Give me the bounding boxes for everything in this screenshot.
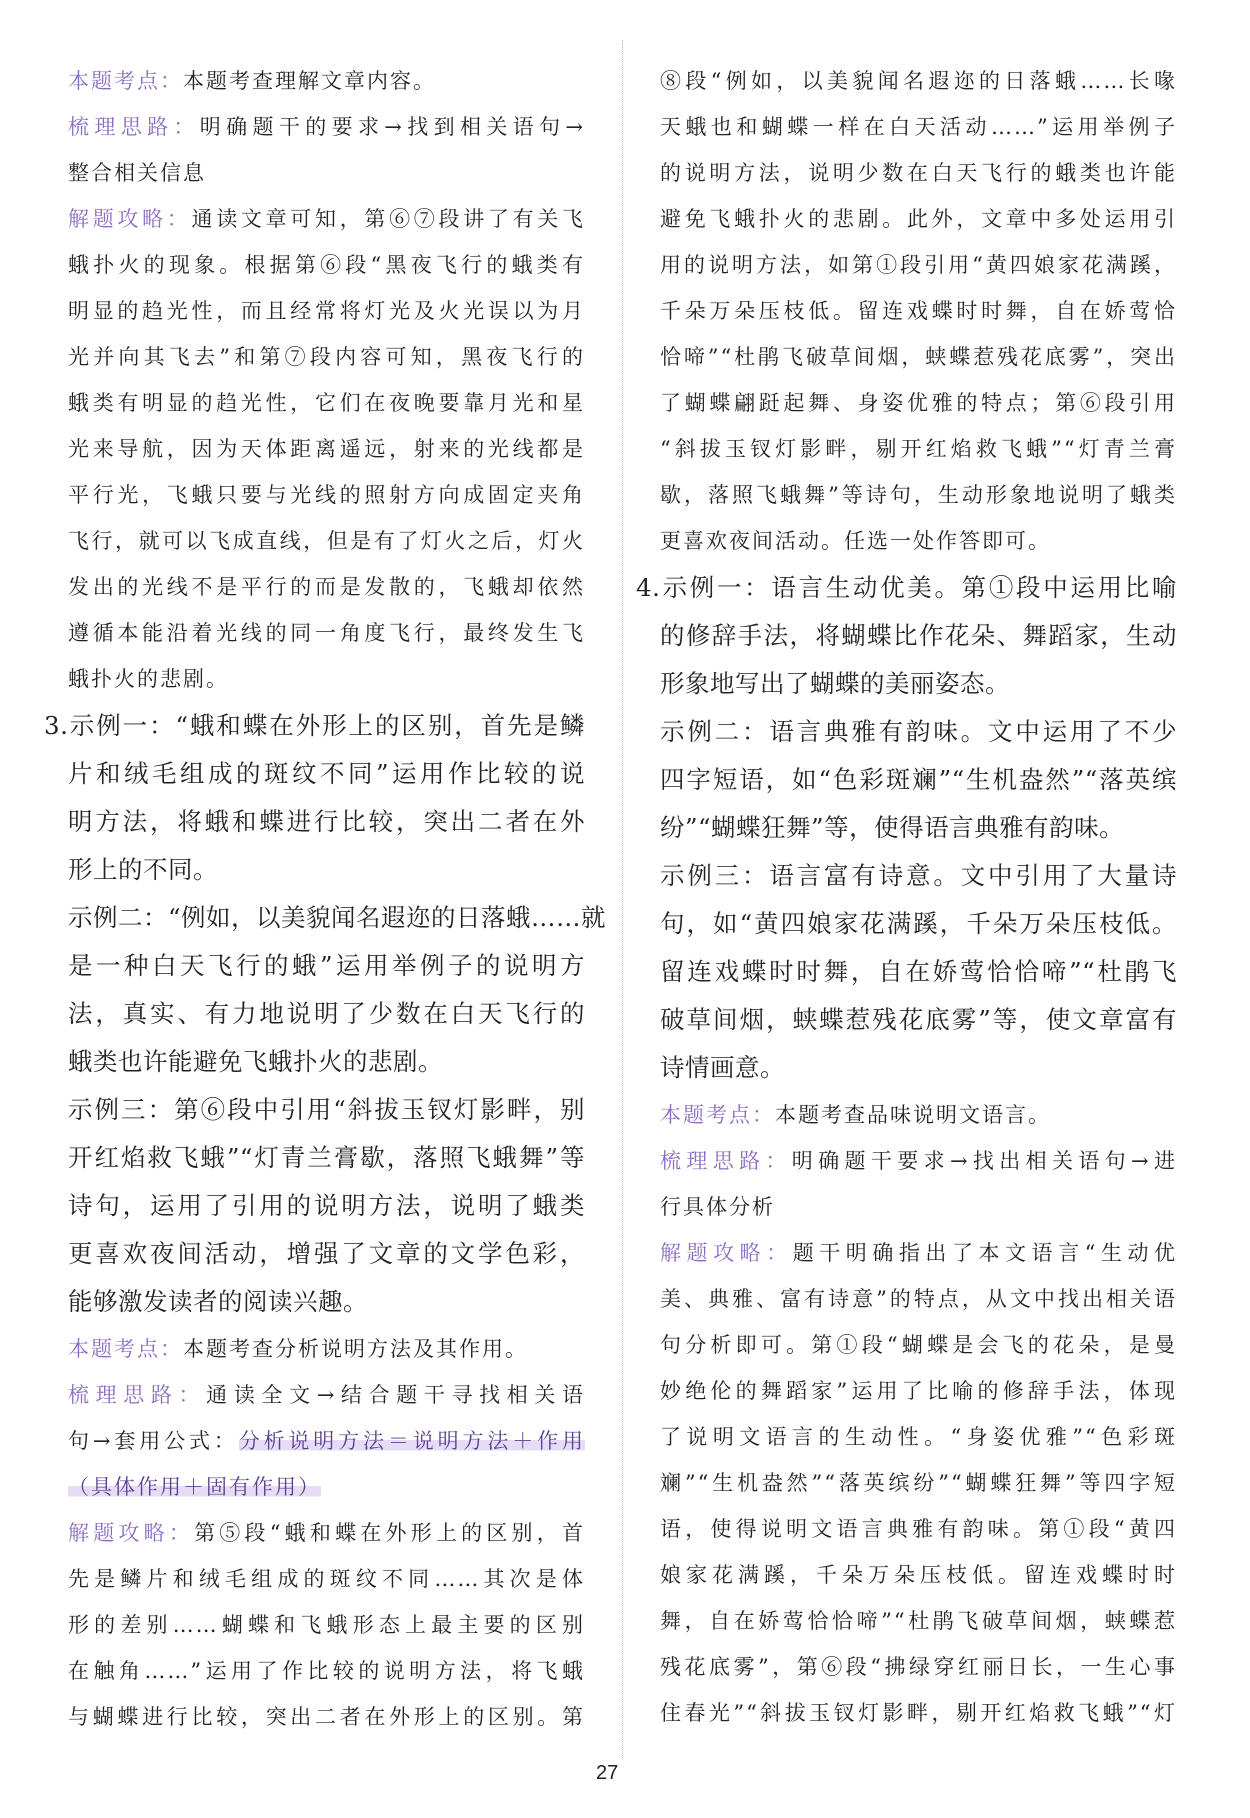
text-line xyxy=(68,1372,585,1418)
text-line xyxy=(68,1556,585,1602)
line-text: 第⑤段“蛾和蝶在外形上的区别，首 xyxy=(194,1521,585,1545)
line-text: 光来导航，因为天体距离遥远，射来的光线都是 xyxy=(68,437,585,461)
line-text: 示例二：“例如，以美貌闻名遐迩的日落蛾……就 xyxy=(68,903,607,932)
line-text: 整合相关信息 xyxy=(68,161,206,185)
text-line xyxy=(660,334,1177,380)
line-text: 4.示例一：语言生动优美。第①段中运用比喻 xyxy=(636,573,1177,602)
text-line xyxy=(68,610,585,656)
text-line xyxy=(68,1694,585,1740)
text-line xyxy=(660,1644,1177,1690)
text-line xyxy=(68,380,585,426)
line-text: 诗句，运用了引用的说明方法，说明了蛾类 xyxy=(68,1191,585,1220)
text-line xyxy=(68,846,585,894)
text-line xyxy=(660,1092,1177,1138)
line-text: 斓”“生机盎然”“落英缤纷”“蝴蝶狂舞”等四字短 xyxy=(660,1471,1177,1495)
text-line xyxy=(68,1648,585,1694)
line-text: 明确题干要求→找出相关语句→进 xyxy=(791,1149,1177,1173)
line-text: 先是鳞片和绒毛组成的斑纹不同……其次是体 xyxy=(68,1567,585,1591)
text-line xyxy=(660,1506,1177,1552)
line-text: 形上的不同。 xyxy=(68,855,218,884)
line-text: 示例三：第⑥段中引用“斜拔玉钗灯影畔，别 xyxy=(68,1095,585,1124)
line-text: 千朵万朵压枝低。留连戏蝶时时舞，自在娇莺恰 xyxy=(660,299,1177,323)
text-line xyxy=(660,708,1177,756)
line-text: 舞，自在娇莺恰恰啼”“杜鹃飞破草间烟，蛱蝶惹 xyxy=(660,1609,1177,1633)
line-text: 与蝴蝶进行比较，突出二者在外形上的区别。第 xyxy=(68,1705,585,1729)
line-text: 蛾扑火的现象。根据第⑥段“黑夜飞行的蛾类有 xyxy=(68,253,585,277)
line-text: 蛾扑火的悲剧。 xyxy=(68,667,229,691)
text-line xyxy=(68,58,585,104)
highlighted-formula: （具体作用＋固有作用） xyxy=(68,1475,321,1499)
text-line xyxy=(660,1598,1177,1644)
line-text: 本题考查品味说明文语言。 xyxy=(775,1103,1051,1127)
text-line xyxy=(68,750,585,798)
line-text: 通读全文→结合题干寻找相关语 xyxy=(206,1383,585,1407)
line-text: 妙绝伦的舞蹈家”运用了比喻的修辞手法，体现 xyxy=(660,1379,1177,1403)
line-text: 片和绒毛组成的斑纹不同”运用作比较的说 xyxy=(68,759,585,788)
line-text: 歇，落照飞蛾舞”等诗句，生动形象地说明了蛾类 xyxy=(660,483,1177,507)
line-text: 句→套用公式： xyxy=(68,1429,239,1453)
line-text: 能够激发读者的阅读兴趣。 xyxy=(68,1287,368,1316)
text-line xyxy=(68,942,585,990)
line-text: 示例三：语言富有诗意。文中引用了大量诗 xyxy=(660,861,1177,890)
column-divider xyxy=(622,40,623,1760)
line-text: 更喜欢夜间活动。任选一处作答即可。 xyxy=(660,529,1051,553)
text-line xyxy=(660,380,1177,426)
text-line xyxy=(68,1278,585,1326)
section-label: 梳理思路： xyxy=(660,1149,792,1173)
text-line xyxy=(68,1038,585,1086)
line-text: ⑧段“例如，以美貌闻名遐迩的日落蛾……长喙 xyxy=(660,69,1177,93)
line-text: 的说明方法，说明少数在白天飞行的蛾类也许能 xyxy=(660,161,1177,185)
text-line xyxy=(68,894,607,942)
line-text: 示例二：语言典雅有韵味。文中运用了不少 xyxy=(660,717,1177,746)
line-text: 破草间烟，蛱蝶惹残花底雾”等，使文章富有 xyxy=(660,1005,1177,1034)
text-line xyxy=(68,288,585,334)
text-line xyxy=(68,564,585,610)
text-line xyxy=(660,1322,1177,1368)
text-line xyxy=(68,334,585,380)
text-line xyxy=(660,756,1177,804)
line-text: 句，如“黄四娘家花满蹊，千朵万朵压枝低。 xyxy=(660,909,1177,938)
section-label: 梳理思路： xyxy=(68,115,200,139)
line-text: 纷”“蝴蝶狂舞”等，使得语言典雅有韵味。 xyxy=(660,813,1125,842)
line-text: 用的说明方法，如第①段引用“黄四娘家花满蹊， xyxy=(660,253,1177,277)
line-text: 语，使得说明文语言典雅有韵味。第①段“黄四 xyxy=(660,1517,1177,1541)
line-text: 发出的光线不是平行的而是发散的，飞蛾却依然 xyxy=(68,575,585,599)
line-text: 娘家花满蹊，千朵万朵压枝低。留连戏蝶时时 xyxy=(660,1563,1177,1587)
text-line xyxy=(660,1230,1177,1276)
page-number: 27 xyxy=(596,1762,619,1784)
line-text: 蛾类有明显的趋光性，它们在夜晚要靠月光和星 xyxy=(68,391,585,415)
text-line xyxy=(68,518,585,564)
line-text: 留连戏蝶时时舞，自在娇莺恰恰啼”“杜鹃飞 xyxy=(660,957,1177,986)
line-text: 题干明确指出了本文语言“生动优 xyxy=(792,1241,1177,1265)
line-text: 通读文章可知，第⑥⑦段讲了有关飞 xyxy=(191,207,585,231)
text-line xyxy=(68,990,585,1038)
line-text: 光并向其飞去”和第⑦段内容可知，黑夜飞行的 xyxy=(68,345,585,369)
text-line xyxy=(636,564,1177,612)
section-label: 梳理思路： xyxy=(68,1383,207,1407)
text-line xyxy=(660,242,1177,288)
text-line xyxy=(660,612,1177,660)
text-line xyxy=(660,196,1177,242)
section-label: 本题考点： xyxy=(68,1337,183,1361)
line-text: 四字短语，如“色彩斑斓”“生机盎然”“落英缤 xyxy=(660,765,1177,794)
text-line xyxy=(660,1184,1177,1230)
text-line xyxy=(660,996,1177,1044)
text-line xyxy=(68,196,585,242)
line-text: 本题考查理解文章内容。 xyxy=(183,69,436,93)
line-text: 是一种白天飞行的蛾”运用举例子的说明方 xyxy=(68,951,585,980)
text-line xyxy=(68,426,585,472)
line-text: 行具体分析 xyxy=(660,1195,775,1219)
line-text: 恰啼”“杜鹃飞破草间烟，蛱蝶惹残花底雾”，突出 xyxy=(660,345,1177,369)
text-line xyxy=(68,472,585,518)
text-line xyxy=(660,104,1177,150)
text-line xyxy=(660,804,1177,852)
text-line xyxy=(660,1414,1177,1460)
text-line xyxy=(68,798,585,846)
text-line xyxy=(660,1044,1177,1092)
text-line xyxy=(660,1368,1177,1414)
line-text: “斜拔玉钗灯影畔，剔开红焰救飞蛾”“灯青兰膏 xyxy=(660,437,1177,461)
text-line xyxy=(660,58,1177,104)
line-text: 明确题干的要求→找到相关语句→ xyxy=(199,115,585,139)
line-text: 避免飞蛾扑火的悲剧。此外，文章中多处运用引 xyxy=(660,207,1177,231)
line-text: 遵循本能沿着光线的同一角度飞行，最终发生飞 xyxy=(68,621,585,645)
line-text: 了蝴蝶翩跹起舞、身姿优雅的特点；第⑥段引用 xyxy=(660,391,1177,415)
line-text: 明方法，将蛾和蝶进行比较，突出二者在外 xyxy=(68,807,585,836)
line-text: 开红焰救飞蛾”“灯青兰膏歇，落照飞蛾舞”等 xyxy=(68,1143,585,1172)
text-line xyxy=(660,150,1177,196)
section-label: 本题考点： xyxy=(660,1103,775,1127)
text-line xyxy=(68,242,585,288)
text-line xyxy=(660,660,1177,708)
line-text: 蛾类也许能避免飞蛾扑火的悲剧。 xyxy=(68,1047,443,1076)
line-text: 诗情画意。 xyxy=(660,1053,785,1082)
text-line xyxy=(660,1276,1177,1322)
line-text: 了说明文语言的生动性。“身姿优雅”“色彩斑 xyxy=(660,1425,1177,1449)
text-line xyxy=(68,1602,585,1648)
highlighted-formula: 分析说明方法＝说明方法＋作用 xyxy=(238,1429,585,1453)
text-line xyxy=(660,900,1177,948)
line-text: 法，真实、有力地说明了少数在白天飞行的 xyxy=(68,999,585,1028)
line-text: 天蛾也和蝴蝶一样在白天活动……”运用举例子 xyxy=(660,115,1177,139)
text-line xyxy=(68,1464,585,1510)
text-line xyxy=(68,1086,585,1134)
text-line xyxy=(68,1134,585,1182)
line-text: 本题考查分析说明方法及其作用。 xyxy=(183,1337,528,1361)
line-text: 残花底雾”，第⑥段“拂绿穿红丽日长，一生心事 xyxy=(660,1655,1177,1679)
text-line xyxy=(68,1230,585,1278)
text-line xyxy=(68,150,585,196)
right-column xyxy=(636,58,1177,1736)
text-line xyxy=(660,1138,1177,1184)
text-line xyxy=(660,288,1177,334)
line-text: 美、典雅、富有诗意”的特点，从文中找出相关语 xyxy=(660,1287,1177,1311)
line-text: 平行光，飞蛾只要与光线的照射方向成固定夹角 xyxy=(68,483,585,507)
text-line xyxy=(68,656,585,702)
line-text: 明显的趋光性，而且经常将灯光及火光误以为月 xyxy=(68,299,585,323)
section-label: 解题攻略： xyxy=(660,1241,793,1265)
text-line xyxy=(660,426,1177,472)
section-label: 解题攻略： xyxy=(68,1521,195,1545)
section-label: 本题考点： xyxy=(68,69,183,93)
line-text: 在触角……”运用了作比较的说明方法，将飞蛾 xyxy=(68,1659,585,1683)
text-line xyxy=(68,1182,585,1230)
text-line xyxy=(660,472,1177,518)
text-line xyxy=(660,1552,1177,1598)
text-line xyxy=(660,1690,1177,1736)
text-line xyxy=(68,1418,585,1464)
line-text: 形的差别……蝴蝶和飞蛾形态上最主要的区别 xyxy=(68,1613,585,1637)
line-text: 飞行，就可以飞成直线，但是有了灯火之后，灯火 xyxy=(68,529,585,553)
line-text: 3.示例一：“蛾和蝶在外形上的区别，首先是鳞 xyxy=(44,711,585,740)
line-text: 的修辞手法，将蝴蝶比作花朵、舞蹈家，生动 xyxy=(660,621,1177,650)
text-line xyxy=(68,104,585,150)
text-line xyxy=(660,1460,1177,1506)
text-line xyxy=(68,1326,585,1372)
text-line xyxy=(660,948,1177,996)
line-text: 形象地写出了蝴蝶的美丽姿态。 xyxy=(660,669,1010,698)
line-text: 句分析即可。第①段“蝴蝶是会飞的花朵，是曼 xyxy=(660,1333,1177,1357)
text-line xyxy=(660,852,1177,900)
section-label: 解题攻略： xyxy=(68,207,192,231)
line-text: 住春光”“斜拔玉钗灯影畔，剔开红焰救飞蛾”“灯 xyxy=(660,1701,1177,1725)
left-column xyxy=(44,58,607,1740)
text-line xyxy=(660,518,1177,564)
line-text: 更喜欢夜间活动，增强了文章的文学色彩， xyxy=(68,1239,585,1268)
text-line xyxy=(68,1510,585,1556)
text-line xyxy=(44,702,585,750)
